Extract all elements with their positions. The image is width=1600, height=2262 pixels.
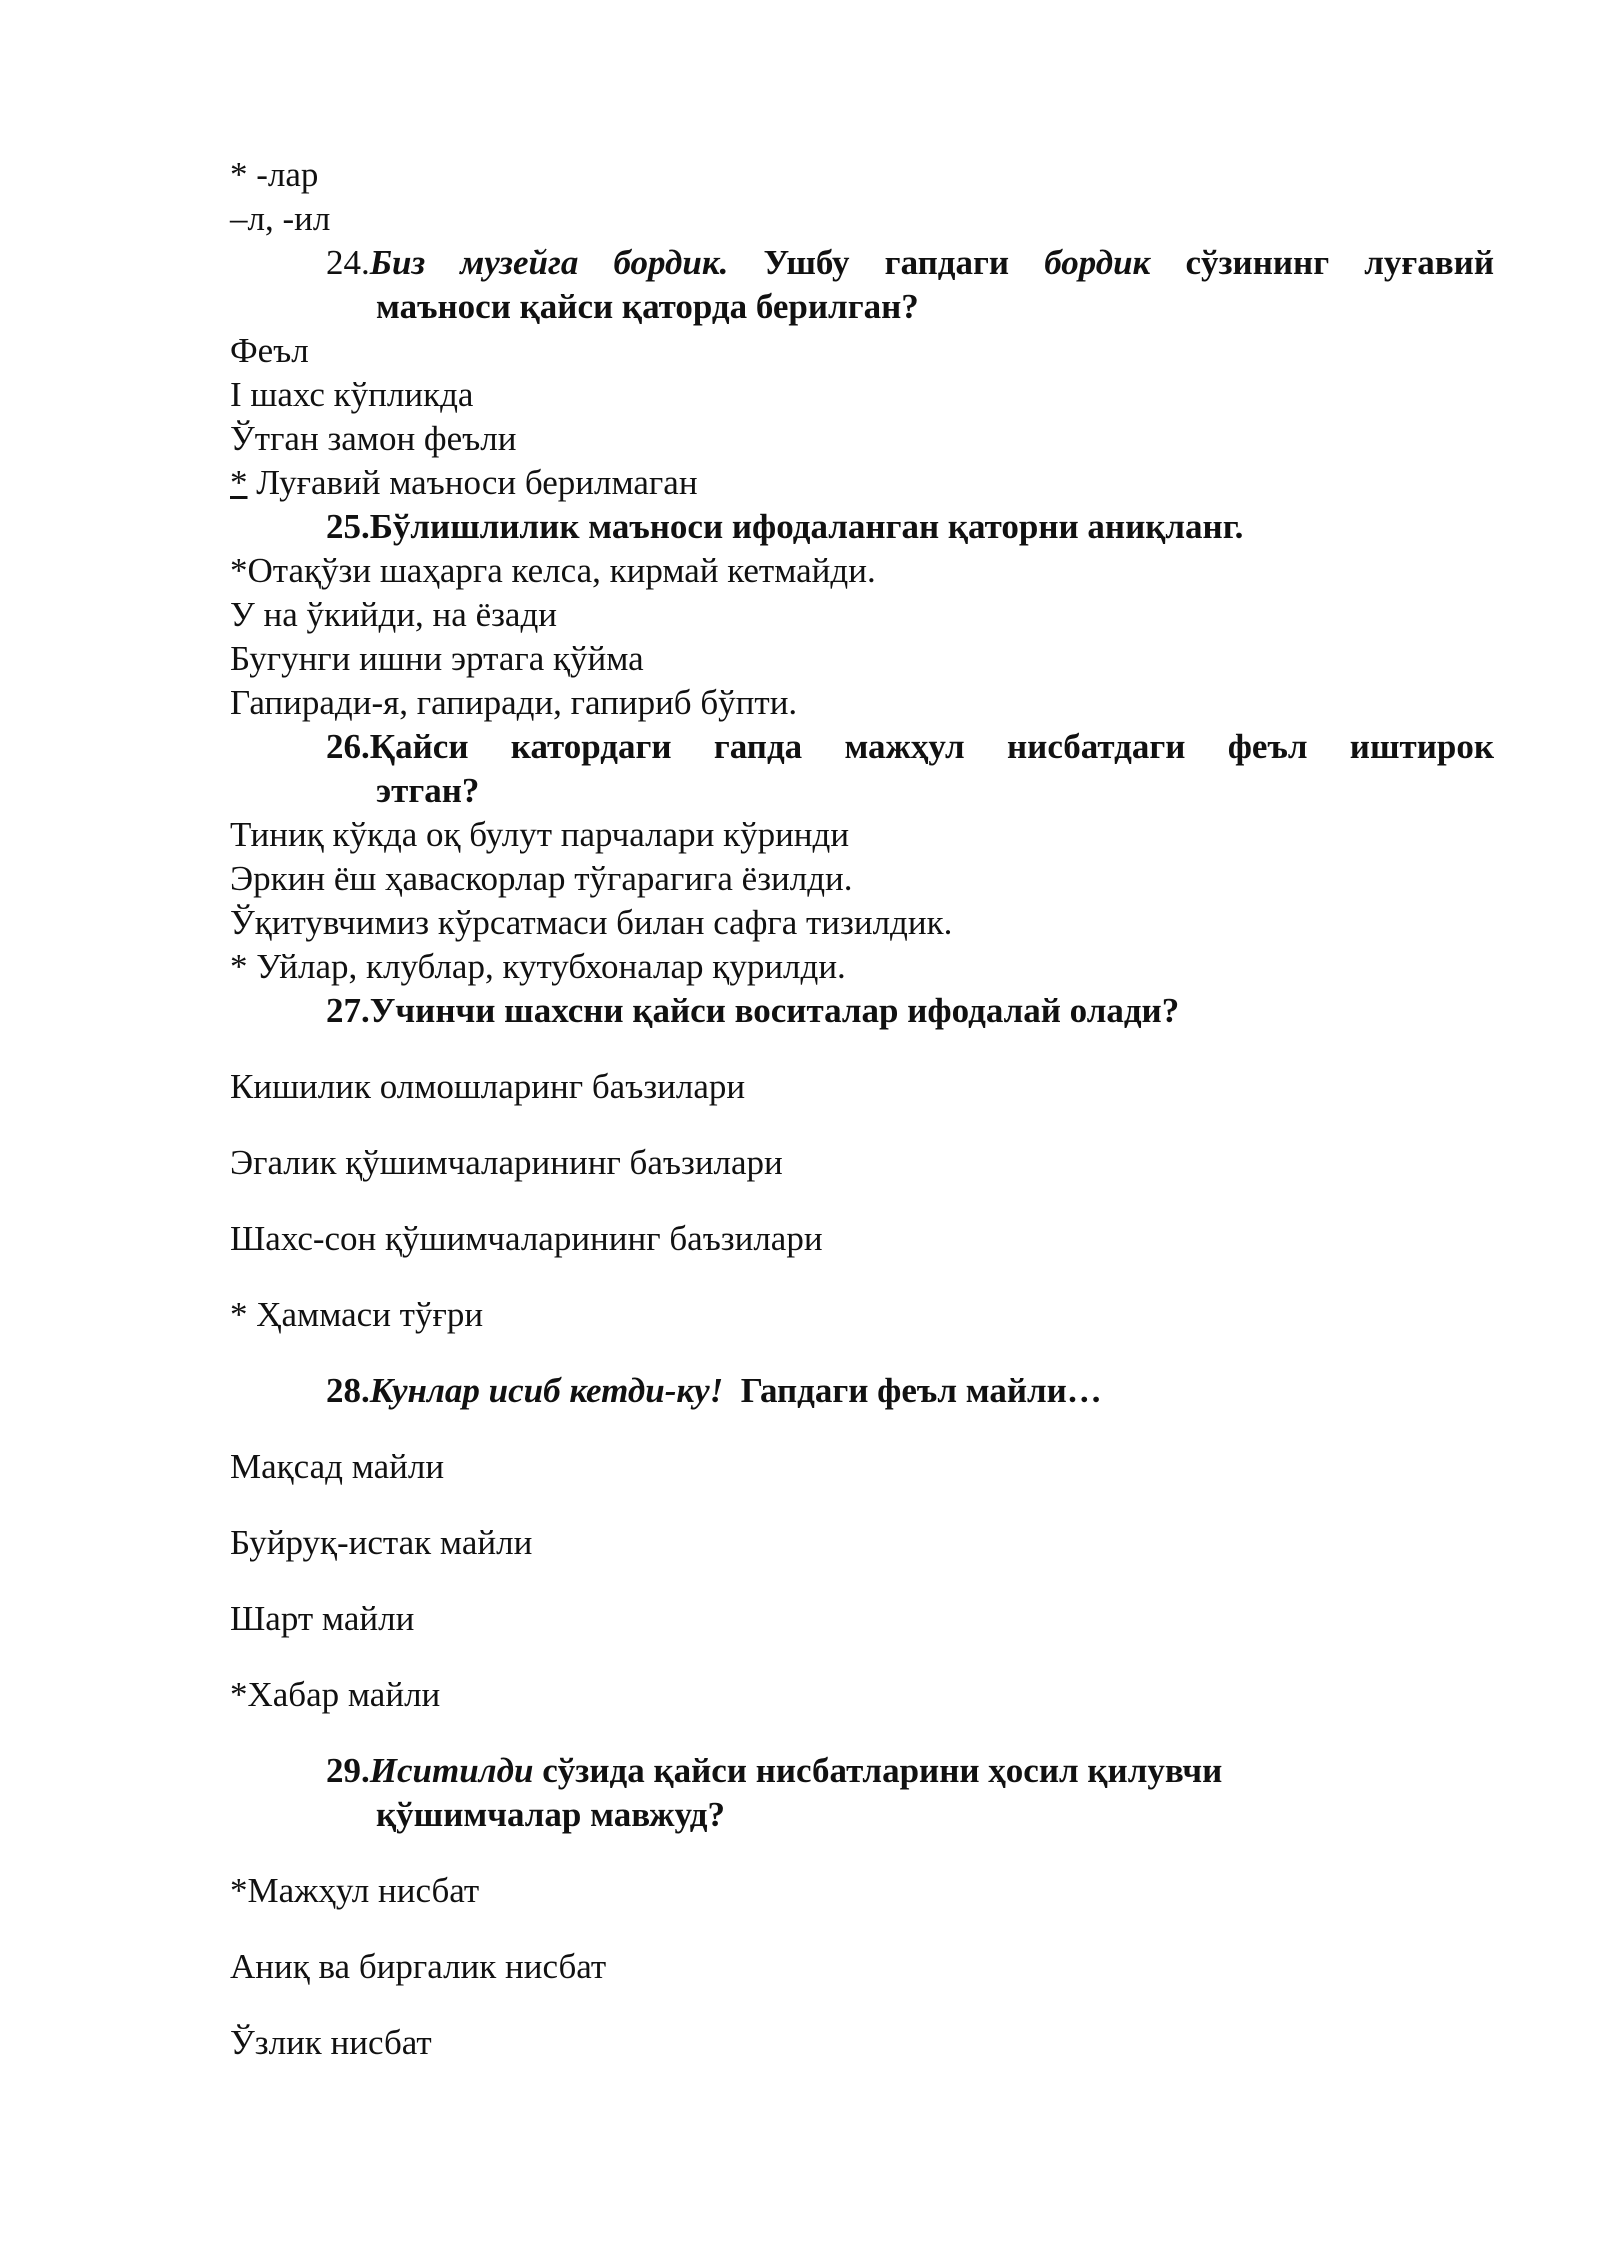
q26-option-4: * Уйлар, клублар, кутубхоналар қурилди. [230,947,846,986]
question-29 [326,1749,1326,1837]
question-29-italic-word: Иситилди [369,1751,534,1790]
question-29-number: 29. [326,1751,370,1790]
question-26-line1: 26.Қайси катордаги гапда мажҳул нисбатдаги феъл иштирок [326,727,1494,766]
q28-option-1: Мақсад майли [230,1447,445,1486]
question-24-number: 24. [326,243,370,282]
question-25: 25.Бўлишлилик маъноси ифодаланган қаторни аниқланг. [326,507,1244,546]
q27-option-4: * Ҳаммаси тўғри [230,1295,484,1334]
question-24 [326,241,1494,329]
q26-option-3: Ўқитувчимиз кўрсатмаси билан сафга тизилдик. [230,903,953,942]
q24-option-2: I шахс кўпликда [230,375,474,414]
question-26 [326,725,1494,813]
q25-option-3: Бугунги ишни эртага қўйма [230,639,644,678]
q25-option-1: *Отақўзи шаҳарга келса, кирмай кетмайди. [230,551,876,590]
q28-option-3: Шарт майли [230,1599,415,1638]
option-l-il: –л, -ил [230,199,331,238]
q29-option-3: Ўзлик нисбат [230,2023,432,2062]
q24-option-1: Феъл [230,331,309,370]
question-27: 27.Учинчи шахсни қайси воситалар ифодалай олади? [326,991,1180,1030]
q24-option-3: Ўтган замон феъли [230,419,517,458]
question-28-text: Гапдаги феъл майли… [723,1371,1102,1410]
question-28 [326,1369,1494,1413]
question-28-italic-sentence: Кунлар исиб кетди-ку! [369,1371,724,1410]
q25-option-2: У на ўкийди, на ёзади [230,595,557,634]
q24-option-4-text: Луғавий маъноси берилмаган [247,463,698,502]
q29-option-2: Аниқ ва биргалик нисбат [230,1947,607,1986]
question-24-text2: сўзининг луғавий [1150,243,1495,282]
question-29-line1 [326,1749,1326,1793]
q28-option-4: *Хабар майли [230,1675,441,1714]
question-24-italic-word: бордик [1044,243,1151,282]
question-24-italic-sentence: Биз музейга бордик. [369,243,729,282]
question-26-line2: этган? [376,771,480,810]
option-lar: * -лар [230,155,319,194]
q26-option-1: Тиниқ кўкда оқ булут парчалари кўринди [230,815,850,854]
q28-option-2: Буйруқ-истак майли [230,1523,533,1562]
q29-option-1: *Мажҳул нисбат [230,1871,480,1910]
question-24-text1: Ушбу гапдаги [728,243,1045,282]
correct-mark: * [230,463,248,502]
q27-option-2: Эгалик қўшимчаларининг баъзилари [230,1143,783,1182]
q27-option-1: Кишилик олмошларинг баъзилари [230,1067,746,1106]
question-24-line2: маъноси қайси қаторда берилган? [376,287,919,326]
question-29-text: сўзида қайси нисбатларини ҳосил қилувчи [533,1751,1223,1790]
q25-option-4: Гапиради-я, гапиради, гапириб бўпти. [230,683,798,722]
question-28-number: 28. [326,1371,370,1410]
question-29-line2: қўшимчалар мавжуд? [376,1795,725,1834]
question-24-line1 [326,241,1494,285]
q24-option-4-correct [230,461,698,505]
q26-option-2: Эркин ёш ҳаваскорлар тўгарагига ёзилди. [230,859,853,898]
q27-option-3: Шахс-сон қўшимчаларининг баъзилари [230,1219,823,1258]
